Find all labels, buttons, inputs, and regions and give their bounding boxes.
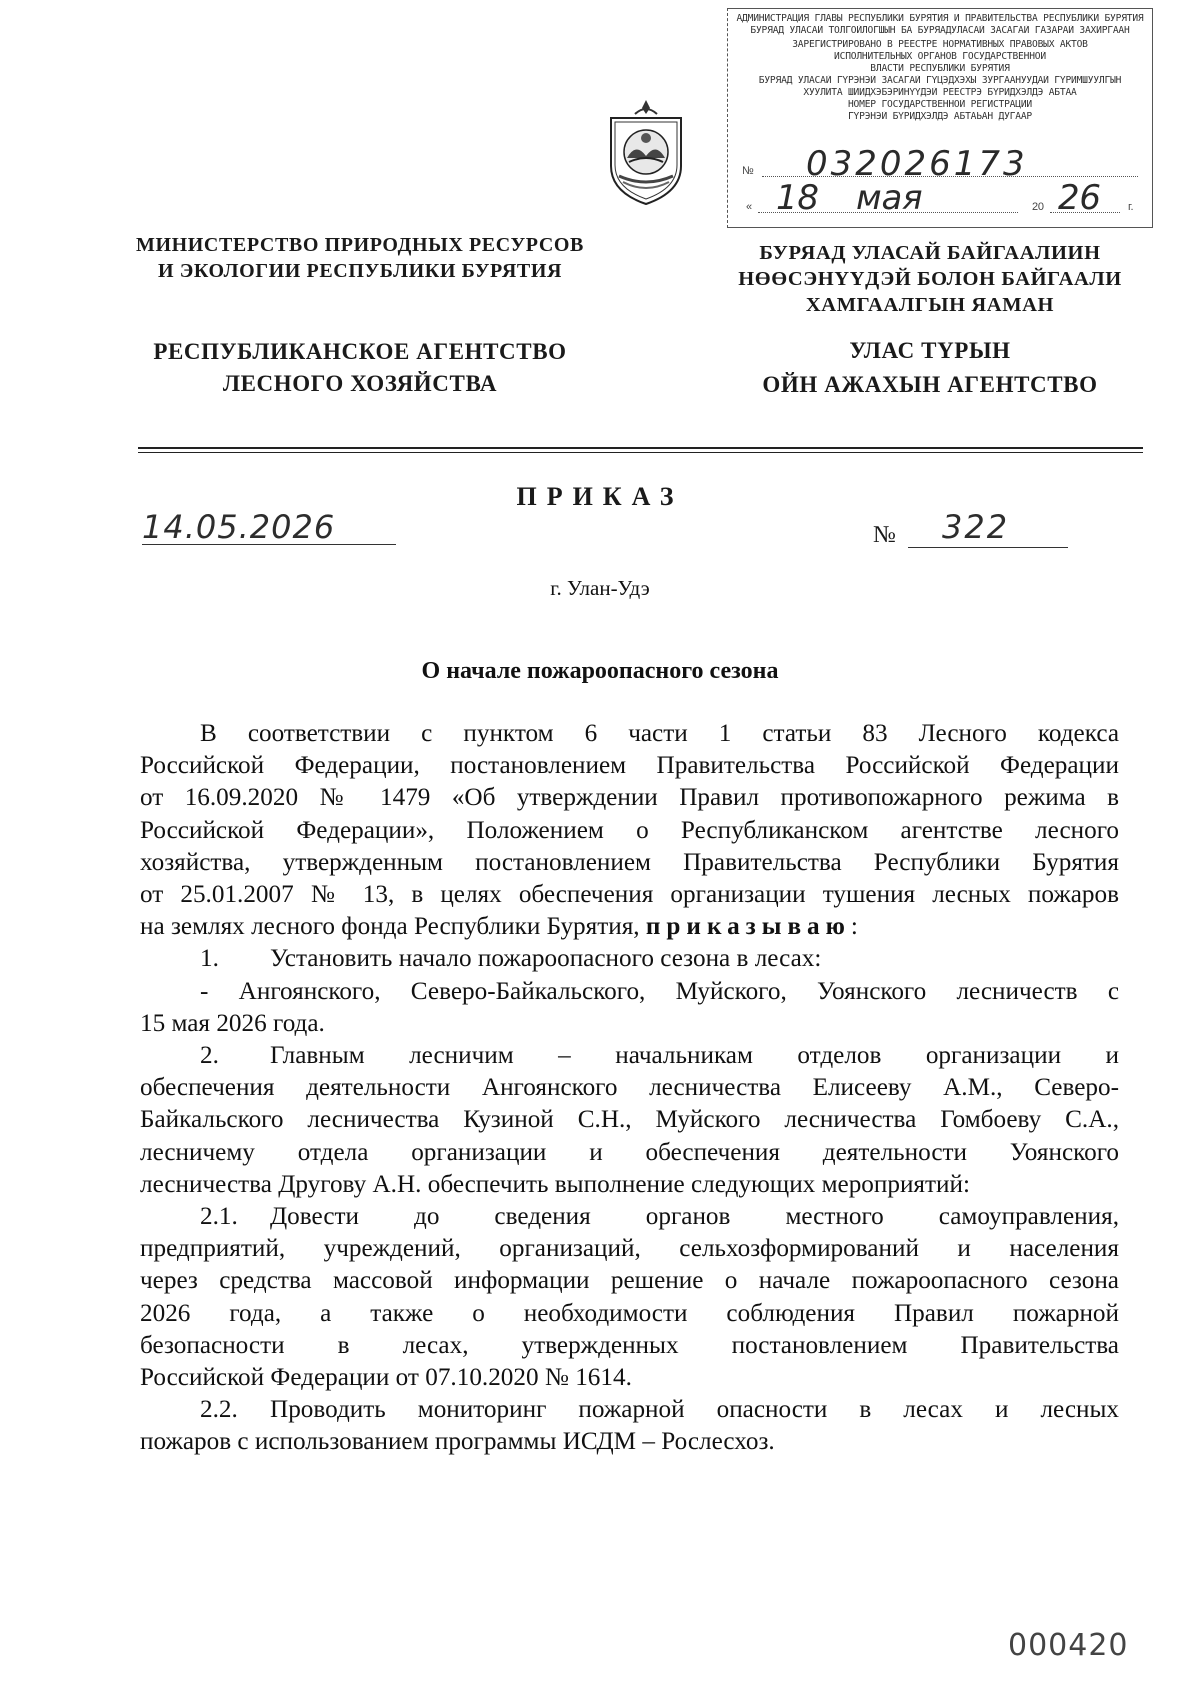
agency-name-ru-line: ЛЕСНОГО ХОЗЯЙСТВА — [222, 371, 498, 396]
body-line: безопасности в лесах, утвержденных постановлением Правительства — [140, 1331, 1119, 1359]
stamp-year-end: г. — [1128, 201, 1134, 213]
order-number-underline — [908, 547, 1068, 548]
body-line: лесничему отдела организации и обеспечения деятельности Уоянского — [140, 1138, 1119, 1166]
header-divider-thin — [138, 452, 1143, 453]
item-text: Проводить мониторинг пожарной опасности в лесах и лесных — [270, 1396, 1119, 1424]
ministry-name-bua — [730, 240, 1130, 318]
agency-name-ru — [130, 336, 590, 400]
ministry-name-bua-line: НӨӨСЭНҮҮДЭЙ БОЛОН БАЙГААЛИ — [738, 268, 1122, 290]
body-line: пожаров с использованием программы ИСДМ – Рослесхоз. — [140, 1428, 775, 1456]
stamp-registration-number: 032026173 — [806, 144, 1028, 184]
stamp-date-month: мая — [856, 178, 923, 218]
stamp-year-prefix: 20 — [1032, 201, 1044, 213]
body-line: 15 мая 2026 года. — [140, 1009, 325, 1037]
stamp-line: ИСПОЛНИТЕЛЬНЫХ ОРГАНОВ ГОСУДАРСТВЕННОЙ — [834, 51, 1046, 62]
stamp-line: НОМЕР ГОСУДАРСТВЕННОЙ РЕГИСТРАЦИИ — [847, 99, 1032, 110]
stamp-year-suffix: 26 — [1058, 178, 1101, 218]
ministry-name-ru-line: МИНИСТЕРСТВО ПРИРОДНЫХ РЕСУРСОВ — [135, 234, 584, 256]
stamp-line: ВЛАСТИ РЕСПУБЛИКИ БУРЯТИЯ — [870, 63, 1010, 74]
order-number-label: № — [873, 522, 896, 548]
stamp-line: ХУУЛИТА ШИИДХЭБЭРИНҮҮДЭЙ РЕЕСТРЭ БҮРИДХЭЛДЭ АБТАА — [803, 87, 1077, 98]
registration-stamp — [727, 8, 1153, 228]
order-date-underline — [142, 544, 396, 545]
item-text: Установить начало пожароопасного сезона в лесах: — [270, 945, 822, 973]
command-tail: : — [850, 913, 858, 941]
stamp-date-row: « 18 мая 20 26 г. — [746, 178, 1134, 218]
agency-name-ru-line: РЕСПУБЛИКАНСКОЕ АГЕНТСТВО — [153, 339, 567, 364]
body-line: Байкальского лесничества Кузиной С.Н., Муйского лесничества Гомбоеву С.А., — [140, 1106, 1119, 1134]
item-1 — [140, 943, 1119, 975]
order-body — [140, 718, 1119, 1459]
order-number: 322 — [942, 508, 1010, 546]
body-line: через средства массовой информации решение о начале пожароопасного сезона — [140, 1267, 1119, 1295]
body-line: предприятий, учреждений, организаций, сельхозформирований и населения — [140, 1235, 1119, 1263]
body-line: 2026 года, а также о необходимости соблюдения Правил пожарной — [140, 1299, 1119, 1327]
body-line: лесничества Другову А.Н. обеспечить выполнение следующих мероприятий: — [140, 1170, 970, 1198]
body-line: - Ангоянского, Северо-Байкальского, Муйского, Уоянского лесничеств с — [200, 977, 1119, 1005]
body-line: хозяйства, утвержденным постановлением Правительства Республики Бурятия — [140, 848, 1119, 876]
stamp-line: ЗАРЕГИСТРИРОВАНО В РЕЕСТРЕ НОРМАТИВНЫХ ПРАВОВЫХ АКТОВ — [792, 39, 1088, 50]
stamp-number-label: № — [742, 165, 754, 177]
agency-name-bua-line: УЛАС ТҮРЫН — [849, 338, 1011, 363]
stamp-line: БУРЯАД УЛАСАЙ ТОЛГОЙЛОГШЫН БА БУРЯАДУЛАСАЙ ЗАСАГАЙ ГАЗАРАЙ ЗАХИРГААН — [750, 25, 1130, 36]
body-line: от 25.01.2007 № 13, в целях обеспечения организации тушения лесных пожаров — [140, 881, 1119, 909]
item-number: 2.2. — [200, 1396, 238, 1424]
agency-name-bua — [730, 334, 1130, 402]
city: г. Улан-Удэ — [550, 576, 650, 600]
item-number: 1. — [200, 945, 219, 973]
body-line-command — [140, 911, 1119, 943]
body-line-text: на землях лесного фонда Республики Бурятия, — [140, 913, 646, 941]
order-date: 14.05.2026 — [142, 508, 336, 546]
body-line: Российской Федерации, постановлением Правительства Российской Федерации — [140, 752, 1119, 780]
ministry-name-bua-line: ХАМГААЛГЫН ЯАМАН — [805, 294, 1055, 316]
header-divider — [138, 447, 1143, 449]
ministry-name-ru-line: И ЭКОЛОГИИ РЕСПУБЛИКИ БУРЯТИЯ — [157, 260, 563, 282]
agency-name-bua-line: ОЙН АЖАХЫН АГЕНТСТВО — [762, 372, 1098, 397]
stamp-line: АДМИНИСТРАЦИЯ ГЛАВЫ РЕСПУБЛИКИ БУРЯТИЯ И ПРАВИТЕЛЬСТВА РЕСПУБЛИКИ БУРЯТИЯ — [736, 13, 1144, 24]
coat-of-arms-emblem — [605, 96, 687, 206]
body-line: Российской Федерации от 07.10.2020 № 1614. — [140, 1364, 632, 1392]
ministry-name-bua-line: БУРЯАД УЛАСАЙ БАЙГААЛИИН — [759, 242, 1101, 264]
ministry-name-ru — [130, 232, 590, 284]
item-2 — [140, 1040, 1119, 1072]
order-subject: О начале пожароопасного сезона — [421, 658, 779, 684]
stamp-line: ГҮРЭНЭЙ БҮРИДХЭЛДЭ АБТАЬАН ДУГААР — [847, 111, 1032, 122]
item-text: Довести до сведения органов местного самоуправления, — [270, 1203, 1119, 1231]
body-line: Российской Федерации», Положением о Республиканском агентстве лесного — [140, 816, 1119, 844]
document-type-title: ПРИКАЗ — [516, 482, 684, 511]
body-line: от 16.09.2020 № 1479 «Об утверждении Правил противопожарного режима в — [140, 784, 1119, 812]
item-number: 2.1. — [200, 1203, 238, 1231]
page-code: 000420 — [1008, 1628, 1129, 1663]
stamp-line: БУРЯАД УЛАСАЙ ГҮРЭНЭЙ ЗАСАГАЙ ГҮЦЭДХЭХЫ ЗУРГААНУУДАЙ ГҮРИМШУУЛГЫН — [758, 75, 1122, 86]
item-number: 2. — [200, 1042, 219, 1070]
body-line: обеспечения деятельности Ангоянского лесничества Елисееву А.М., Северо- — [140, 1074, 1119, 1102]
item-2-1 — [140, 1201, 1119, 1233]
item-text: Главным лесничим – начальникам отделов организации и — [270, 1042, 1119, 1070]
item-2-2 — [140, 1394, 1119, 1426]
body-line: В соответствии с пунктом 6 части 1 статьи 83 Лесного кодекса — [200, 720, 1119, 747]
command-word: приказываю — [645, 913, 851, 941]
stamp-date-day: 18 — [776, 178, 819, 218]
